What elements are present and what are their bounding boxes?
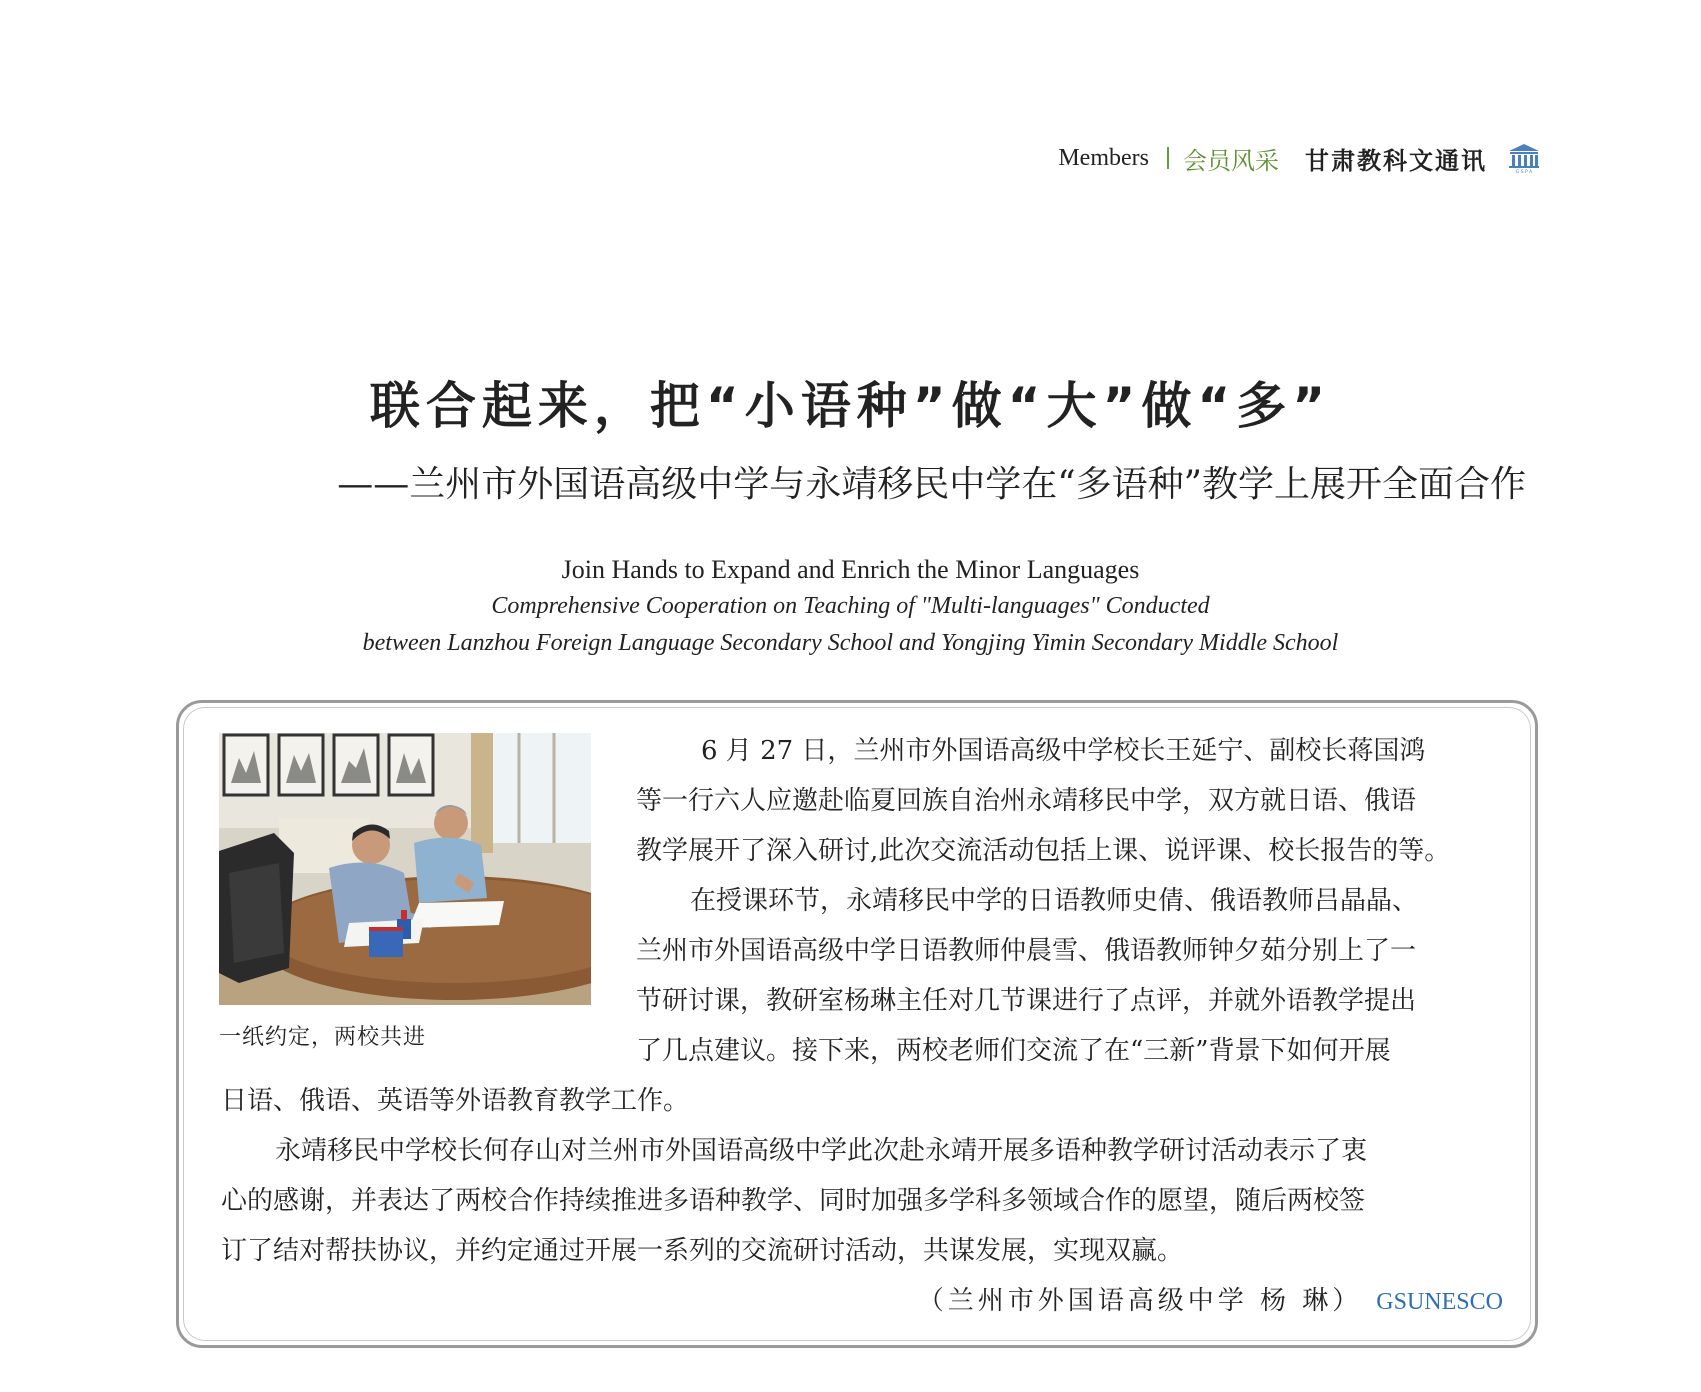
byline-tag: GSUNESCO [1376,1289,1503,1315]
body-text-line: 日语、俄语、英语等外语教育教学工作。 [221,1086,690,1116]
body-text-line: 在授课环节，永靖移民中学的日语教师史倩、俄语教师吕晶晶、 [690,886,1419,916]
english-subtitle-line-2: between Lanzhou Foreign Language Secondary School and Yongjing Yimin Secondary Middle School [362,630,1339,656]
section-label-cn: 会员风采 [1183,146,1279,175]
english-subtitle-line-1: Comprehensive Cooperation on Teaching of "Multi-languages" Conducted [491,593,1210,619]
byline-author: （兰州市外国语高级中学 杨 琳） [917,1286,1363,1316]
english-title: Join Hands to Expand and Enrich the Minor Languages [561,555,1140,584]
signing-photo [219,733,591,1005]
body-text-line: 订了结对帮扶协议，并约定通过开展一系列的交流研讨活动，共谋发展，实现双赢。 [221,1236,1184,1266]
section-label-en: Members [1058,144,1149,171]
body-text-line: 6 月 27 日，兰州市外国语高级中学校长王延宁、副校长蒋国鸿 [701,736,1426,766]
body-text-line: 等一行六人应邀赴临夏回族自治州永靖移民中学，双方就日语、俄语 [636,786,1417,816]
body-text-line: 兰州市外国语高级中学日语教师仲晨雪、俄语教师钟夕茹分别上了一 [636,936,1417,966]
photo-caption: 一纸约定，两校共进 [219,1025,427,1050]
article-title: 联合起来，把“小语种”做“大”做“多” [369,377,1332,435]
page-header [1058,138,1541,178]
body-text-line: 了几点建议。接下来，两校老师们交流了在“三新”背景下如何开展 [636,1036,1391,1066]
signing-photo-illustration [219,733,591,1005]
unesco-temple-logo-icon [1507,143,1541,173]
body-text-line: 永靖移民中学校长何存山对兰州市外国语高级中学此次赴永靖开展多语种教学研讨活动表示了衷 [275,1136,1368,1166]
body-text-line: 教学展开了深入研讨,此次交流活动包括上课、说评课、校长报告的等。 [636,836,1451,866]
article-byline [918,1280,1503,1317]
body-text-line: 节研讨课，教研室杨琳主任对几节课进行了点评，并就外语教学提出 [636,986,1417,1016]
article-subtitle: ——兰州市外国语高级中学与永靖移民中学在“多语种”教学上展开全面合作 [337,464,1526,505]
magazine-name: 甘肃教科文通讯 [1305,145,1487,175]
header-divider [1167,147,1169,169]
logo-text: G S P A [1515,170,1533,173]
body-text-line: 心的感谢，并表达了两校合作持续推进多语种教学、同时加强多学科多领域合作的愿望，随后两校签 [221,1186,1366,1216]
